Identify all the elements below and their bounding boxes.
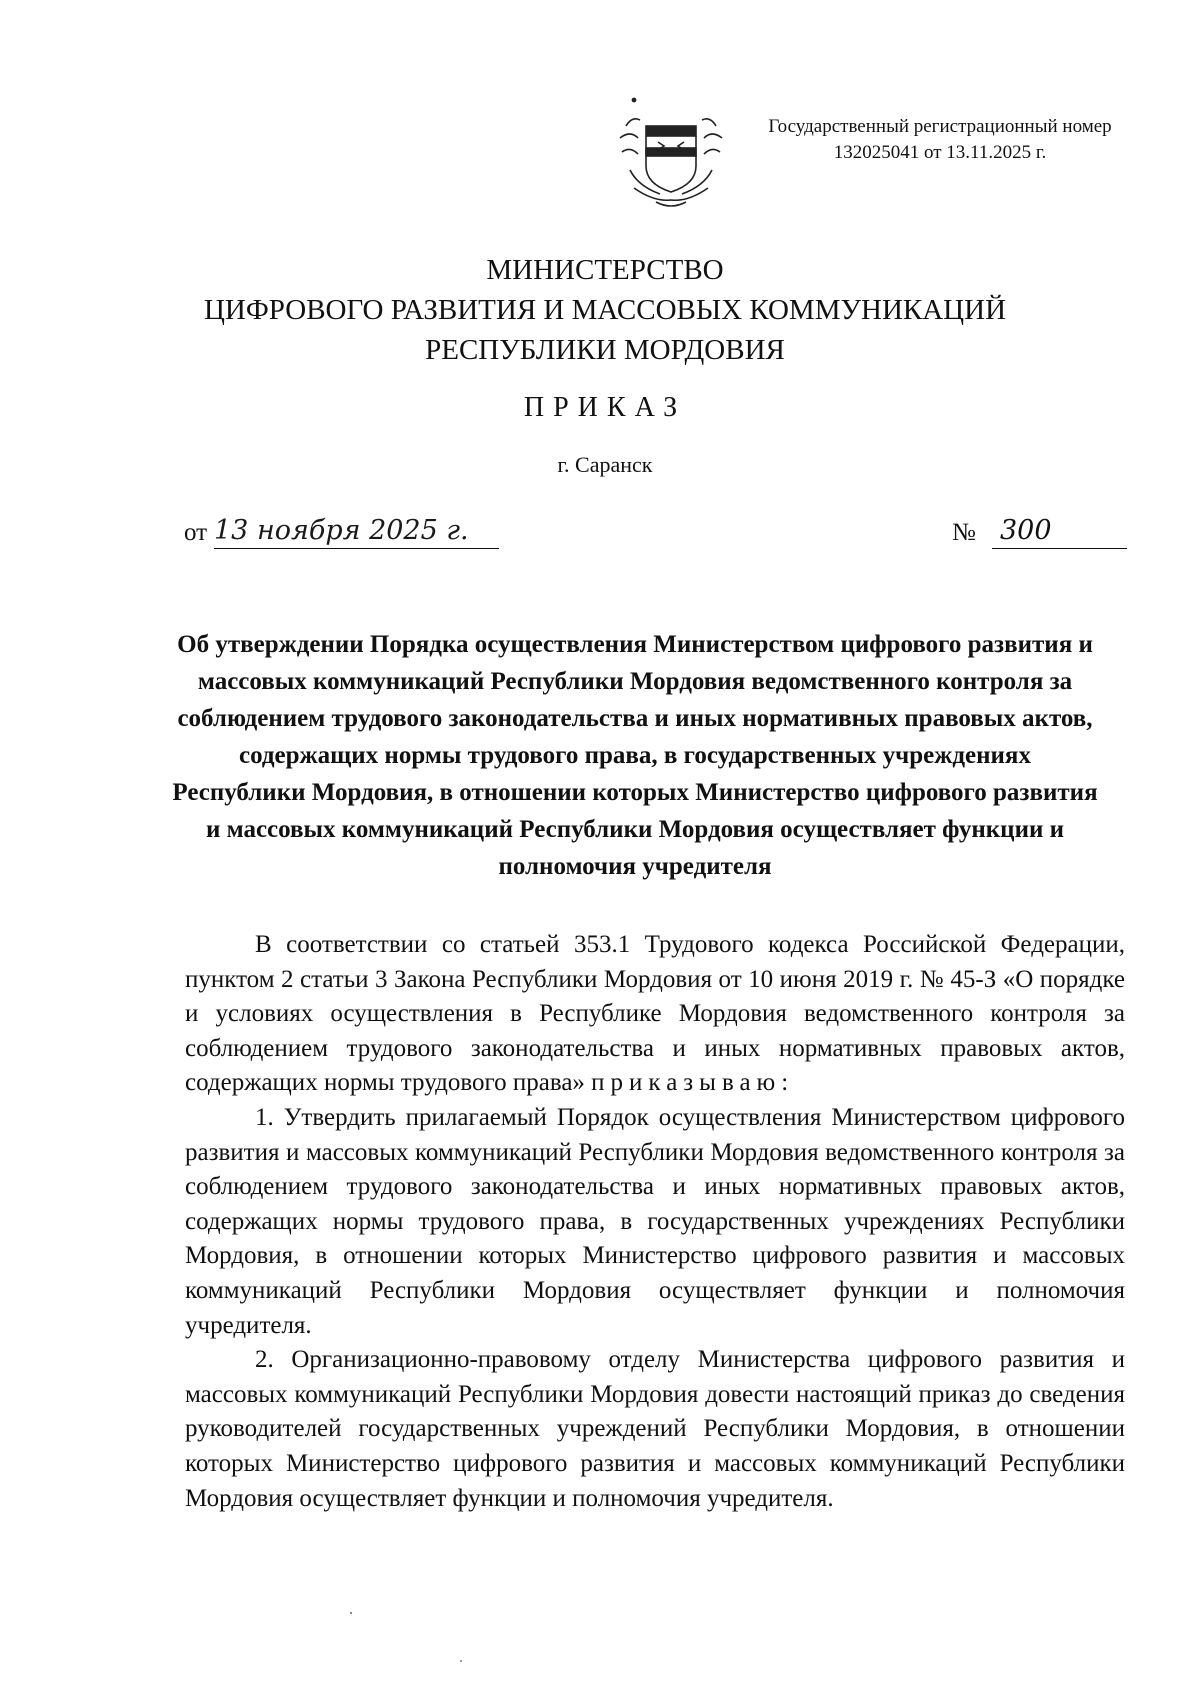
ministry-line-3: РЕСПУБЛИКИ МОРДОВИЯ <box>425 334 785 366</box>
order-number <box>952 515 1132 555</box>
document-type: ПРИКАЗ <box>523 392 687 423</box>
number-prefix: № <box>952 519 976 546</box>
item-2-paragraph: 2. Организационно-правовому отделу Министерства цифрового развития и массовых коммуникаций Республики Мордовия довести настоящий приказ до сведения руководителей государственных учреждений Республики Мордовия, в отношении которых Министерство цифрового развития и массовых коммуникаций Республики Мордовия осуществляет функции и полномочия учредителя. <box>185 1346 1125 1512</box>
handwritten-date: 13 ноября 2025 г. <box>214 515 469 546</box>
ministry-line-2: ЦИФРОВОГО РАЗВИТИЯ И МАССОВЫХ КОММУНИКАЦИЙ <box>203 294 1007 326</box>
handwritten-number: 300 <box>1000 515 1052 546</box>
preamble-paragraph <box>185 928 1125 1101</box>
order-word: приказываю: <box>591 1069 795 1097</box>
registration-block <box>740 114 1140 166</box>
preamble-text: В соответствии со статьей 353.1 Трудового кодекса Российской Федерации, пунктом 2 статьи 3 Закона Республики Мордовия от 10 июня 2019 г. № 45-З «О порядке и условиях осуществления в Республике Мордовия ведомственного контроля за соблюдением трудового законодательства и иных нормативных правовых актов, содержащих нормы трудового права» <box>185 931 1125 1097</box>
item-1-paragraph: 1. Утвердить прилагаемый Порядок осуществления Министерством цифрового развития и массовых коммуникаций Республики Мордовия ведомственного контроля за соблюдением трудового законодательства и иных нормативных правовых актов, содержащих нормы трудового права, в государственных учреждениях Республики Мордовия, в отношении которых Министерство цифрового развития и массовых коммуникаций Республики Мордовия осуществляет функции и полномочия учредителя. <box>185 1103 1125 1339</box>
date-prefix: от <box>184 519 208 546</box>
order-body <box>185 928 1125 1516</box>
registration-label: Государственный регистрационный номер <box>768 116 1112 137</box>
registration-number: 132025041 от 13.11.2025 г. <box>833 142 1047 163</box>
ministry-name <box>150 250 1060 370</box>
city: г. Саранск <box>557 452 653 477</box>
ministry-line-1: МИНИСТЕРСТВО <box>486 254 724 286</box>
number-underline <box>992 548 1127 549</box>
order-title: Об утверждении Порядка осуществления Министерством цифрового развития и массовых коммуникаций Республики Мордовия ведомственного контроля за соблюдением трудового законодательства и иных нормативных правовых актов, содержащих нормы трудового права, в государственных учреждениях Республики Мордовия, в отношении которых Министерство цифрового развития и массовых коммуникаций Республики Мордовия осуществляет функции и полномочия учредителя <box>172 631 1098 880</box>
order-date <box>184 515 514 555</box>
coat-of-arms-icon <box>616 96 726 216</box>
date-underline <box>214 548 499 549</box>
scan-speck <box>350 1612 352 1614</box>
scan-speck <box>460 1660 462 1662</box>
